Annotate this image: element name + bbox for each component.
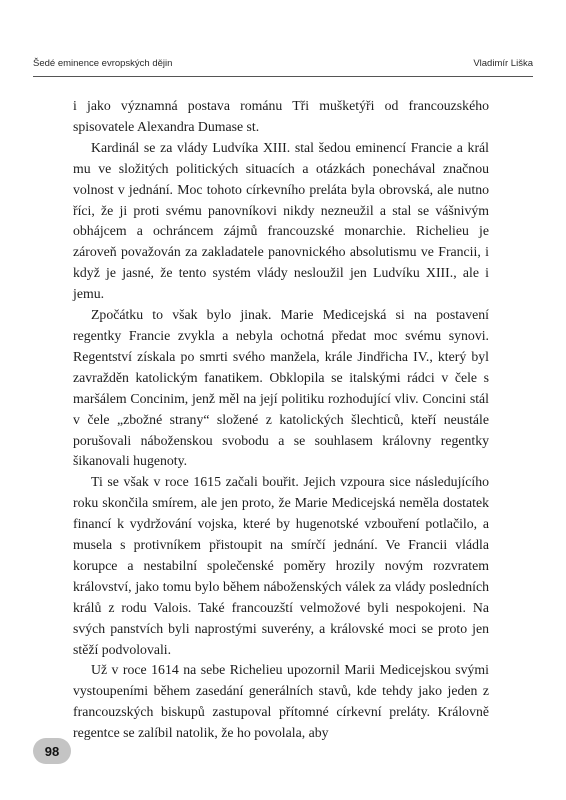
- body-text: [73, 96, 489, 744]
- header-author: Vladimír Liška: [473, 58, 533, 69]
- paragraph-continuation: i jako významná postava románu Tři mušketýři od francouzského spisovatele Alexandra Dumase st.: [73, 98, 489, 134]
- paragraph: Kardinál se za vlády Ludvíka XIII. stal šedou eminencí Francie a král mu ve složitých politických situacích a otázkách ponechával značnou volnost v jednání. Moc tohoto církevního preláta byla obrovská, ale nutno říci, že ji proti svému panovníkovi nikdy nezneužil a stal se vášnivým obhájcem a ochráncem zájmů francouzské monarchie. Richelieu je zároveň považován za zakladatele panovnického absolutismu ve Francii, i když je jasné, že tento systém vlády nesloužil jen Ludvíku XIII., ale i jemu.: [73, 139, 489, 302]
- paragraph: Zpočátku to však bylo jinak. Marie Medicejská si na postavení regentky Francie zvykla a nebyla ochotná předat moc svému synovi. Regentství získala po smrti svého manžela, krále Jindřicha IV., který byl zavražděn katolickým fanatikem. Obklopila se italskými rádci v čele s maršálem Concinim, jenž měl na její politiku rozhodující vliv. Concini stál v čele „zbožné strany“ složené z katolických šlechticů, kteří neustále porušovali náboženskou svobodu a se souhlasem královny regentky šikanovali hugenoty.: [73, 307, 489, 469]
- paragraph: Už v roce 1614 na sebe Richelieu upozornil Marii Medicejskou svými vystoupeními během zasedání generálních stavů, kde tehdy jako jeden z francouzských biskupů zastupoval přítomné církevní preláty. Královně regentce se zalíbil natolik, že ho povolala, aby: [73, 662, 489, 741]
- header-book-title: Šedé eminence evropských dějin: [33, 58, 173, 69]
- page-number: 98: [33, 738, 71, 764]
- header-rule: [33, 76, 533, 77]
- paragraph: Ti se však v roce 1615 začali bouřit. Jejich vzpoura sice následujícího roku skončila smírem, ale jen proto, že Marie Medicejská neměla dostatek financí k vydržování vojska, které by hugenotské vzbouření potlačilo, a musela s protivníkem přistoupit na smírčí jednání. Ve Francii vládla korupce a nestabilní společenské poměry hrozily novým rozvratem království, jako tomu bylo během náboženských válek za vlády posledních králů z rodu Valois. Také francouzští velmožové byli nespokojeni. Na svých panstvích byli naprostými suverény, a královské moci se proto jen stěží podvolovali.: [73, 474, 489, 657]
- running-header: [33, 58, 533, 69]
